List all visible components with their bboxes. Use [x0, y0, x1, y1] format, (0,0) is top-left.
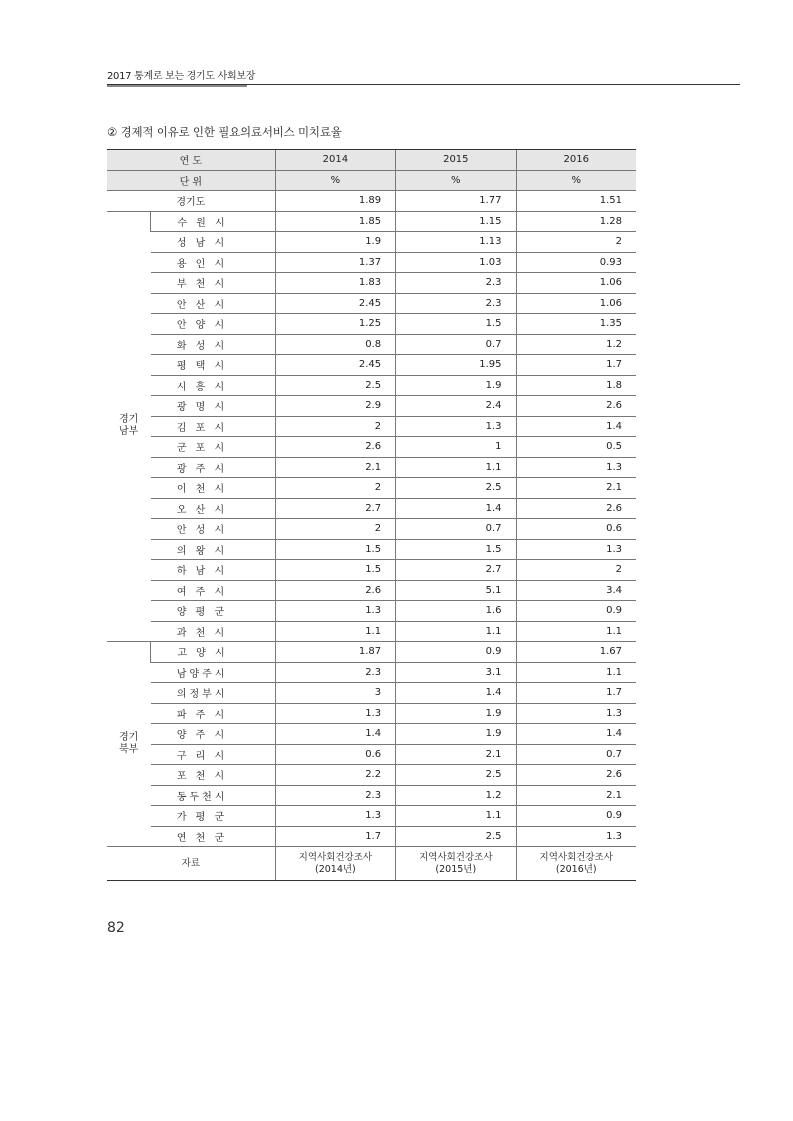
city-name: 의 왕 시 — [151, 539, 275, 560]
value-cell: 2 — [516, 560, 636, 581]
value-cell: 2.9 — [275, 396, 395, 417]
value-cell: 2 — [516, 232, 636, 253]
value-cell: 1.9 — [396, 703, 516, 724]
statistics-table — [107, 149, 636, 881]
city-name: 포 천 시 — [151, 765, 275, 786]
city-name: 연 천 군 — [151, 826, 275, 847]
value-cell: 1.6 — [396, 601, 516, 622]
value-cell: 0.7 — [516, 744, 636, 765]
city-name: 평 택 시 — [151, 355, 275, 376]
value-cell: 1.3 — [275, 703, 395, 724]
value-cell: 1.25 — [275, 314, 395, 335]
value-cell: 2.1 — [516, 785, 636, 806]
table-row — [107, 642, 636, 663]
value-cell: 1.89 — [275, 191, 395, 212]
value-cell: 2.3 — [275, 662, 395, 683]
table-row — [107, 826, 636, 847]
value-cell: 5.1 — [396, 580, 516, 601]
value-cell: 1.3 — [516, 457, 636, 478]
year-header: 2016 — [516, 150, 636, 171]
value-cell: 3.4 — [516, 580, 636, 601]
city-name: 과 천 시 — [151, 621, 275, 642]
header-accent-bar — [107, 85, 247, 87]
value-cell: 1.4 — [275, 724, 395, 745]
table-row — [107, 355, 636, 376]
value-cell: 1.3 — [275, 601, 395, 622]
value-cell: 2.6 — [275, 580, 395, 601]
table-row — [107, 601, 636, 622]
city-name: 부 천 시 — [151, 273, 275, 294]
city-name: 안 산 시 — [151, 293, 275, 314]
city-name: 시 흥 시 — [151, 375, 275, 396]
value-cell: 0.5 — [516, 437, 636, 458]
value-cell: 1.3 — [516, 539, 636, 560]
value-cell: 1.03 — [396, 252, 516, 273]
value-cell: 1.9 — [396, 724, 516, 745]
source-cell: 지역사회건강조사 (2016년) — [516, 847, 636, 881]
city-name: 화 성 시 — [151, 334, 275, 355]
table-row — [107, 293, 636, 314]
value-cell: 1.1 — [275, 621, 395, 642]
unit-header-row — [107, 170, 636, 191]
value-cell: 1.95 — [396, 355, 516, 376]
unit-header-label: 단 위 — [107, 170, 275, 191]
value-cell: 1.5 — [396, 314, 516, 335]
city-name: 이 천 시 — [151, 478, 275, 499]
city-name: 가 평 군 — [151, 806, 275, 827]
year-header: 2015 — [396, 150, 516, 171]
city-name: 성 남 시 — [151, 232, 275, 253]
value-cell: 2.4 — [396, 396, 516, 417]
table-row — [107, 211, 636, 232]
value-cell: 2.5 — [275, 375, 395, 396]
year-header: 2014 — [275, 150, 395, 171]
value-cell: 1 — [396, 437, 516, 458]
value-cell: 2.7 — [275, 498, 395, 519]
value-cell: 1.3 — [396, 416, 516, 437]
table-row — [107, 683, 636, 704]
city-name: 양 평 군 — [151, 601, 275, 622]
value-cell: 2.6 — [275, 437, 395, 458]
value-cell: 0.6 — [516, 519, 636, 540]
running-header-title: 2017 통계로 보는 경기도 사회보장 — [107, 71, 256, 82]
value-cell: 1.9 — [396, 375, 516, 396]
table-row — [107, 375, 636, 396]
value-cell: 0.93 — [516, 252, 636, 273]
value-cell: 2.3 — [396, 273, 516, 294]
value-cell: 1.35 — [516, 314, 636, 335]
city-name: 군 포 시 — [151, 437, 275, 458]
city-name: 고 양 시 — [151, 642, 275, 663]
value-cell: 1.4 — [396, 498, 516, 519]
source-row — [107, 847, 636, 881]
value-cell: 1.4 — [396, 683, 516, 704]
table-row — [107, 785, 636, 806]
city-name: 수 원 시 — [151, 211, 275, 232]
city-name: 구 리 시 — [151, 744, 275, 765]
city-name: 용 인 시 — [151, 252, 275, 273]
value-cell: 1.51 — [516, 191, 636, 212]
unit-header: % — [516, 170, 636, 191]
table-row — [107, 232, 636, 253]
city-name: 남양주시 — [151, 662, 275, 683]
value-cell: 0.8 — [275, 334, 395, 355]
value-cell: 1.7 — [516, 683, 636, 704]
table-row — [107, 580, 636, 601]
table-row — [107, 314, 636, 335]
value-cell: 2.5 — [396, 478, 516, 499]
value-cell: 2.3 — [275, 785, 395, 806]
value-cell: 0.7 — [396, 334, 516, 355]
value-cell: 1.06 — [516, 273, 636, 294]
value-cell: 2.1 — [516, 478, 636, 499]
value-cell: 1.83 — [275, 273, 395, 294]
value-cell: 1.06 — [516, 293, 636, 314]
unit-header: % — [396, 170, 516, 191]
year-header-row — [107, 150, 636, 171]
table-row — [107, 662, 636, 683]
city-name: 안 양 시 — [151, 314, 275, 335]
region-label: 경기 남부 — [107, 211, 151, 642]
table-row — [107, 806, 636, 827]
table-row — [107, 703, 636, 724]
page-number: 82 — [107, 920, 125, 936]
table-row — [107, 252, 636, 273]
value-cell: 1.2 — [516, 334, 636, 355]
value-cell: 0.9 — [516, 806, 636, 827]
table-row — [107, 560, 636, 581]
city-name: 의정부시 — [151, 683, 275, 704]
value-cell: 1.3 — [516, 826, 636, 847]
table-row — [107, 498, 636, 519]
city-name: 오 산 시 — [151, 498, 275, 519]
source-cell: 지역사회건강조사 (2015년) — [396, 847, 516, 881]
city-name: 양 주 시 — [151, 724, 275, 745]
source-label: 자료 — [107, 847, 275, 881]
value-cell: 0.6 — [275, 744, 395, 765]
value-cell: 2.5 — [396, 765, 516, 786]
value-cell: 1.1 — [396, 621, 516, 642]
city-name: 안 성 시 — [151, 519, 275, 540]
year-header-label: 연 도 — [107, 150, 275, 171]
city-name: 광 주 시 — [151, 457, 275, 478]
city-name: 여 주 시 — [151, 580, 275, 601]
value-cell: 1.37 — [275, 252, 395, 273]
value-cell: 1.3 — [516, 703, 636, 724]
value-cell: 1.1 — [396, 457, 516, 478]
table-row — [107, 539, 636, 560]
running-header — [107, 64, 740, 85]
city-name: 파 주 시 — [151, 703, 275, 724]
value-cell: 2.6 — [516, 765, 636, 786]
value-cell: 2.1 — [275, 457, 395, 478]
total-row — [107, 191, 636, 212]
value-cell: 1.5 — [275, 539, 395, 560]
table-row — [107, 334, 636, 355]
unit-header: % — [275, 170, 395, 191]
table-row — [107, 621, 636, 642]
value-cell: 2.7 — [396, 560, 516, 581]
value-cell: 1.85 — [275, 211, 395, 232]
table-row — [107, 416, 636, 437]
value-cell: 2 — [275, 478, 395, 499]
value-cell: 0.9 — [396, 642, 516, 663]
table-row — [107, 744, 636, 765]
total-label: 경기도 — [107, 191, 275, 212]
table-row — [107, 478, 636, 499]
value-cell: 2.45 — [275, 355, 395, 376]
region-label: 경기 북부 — [107, 642, 151, 847]
city-name: 광 명 시 — [151, 396, 275, 417]
value-cell: 1.2 — [396, 785, 516, 806]
value-cell: 2 — [275, 416, 395, 437]
table-caption: ② 경제적 이유로 인한 필요의료서비스 미치료율 — [107, 125, 342, 139]
table-row — [107, 396, 636, 417]
value-cell: 2.5 — [396, 826, 516, 847]
value-cell: 2.2 — [275, 765, 395, 786]
value-cell: 1.5 — [396, 539, 516, 560]
value-cell: 1.7 — [275, 826, 395, 847]
source-cell: 지역사회건강조사 (2014년) — [275, 847, 395, 881]
value-cell: 1.67 — [516, 642, 636, 663]
table-row — [107, 273, 636, 294]
value-cell: 2.3 — [396, 293, 516, 314]
table-row — [107, 457, 636, 478]
value-cell: 1.87 — [275, 642, 395, 663]
value-cell: 1.4 — [516, 416, 636, 437]
value-cell: 1.28 — [516, 211, 636, 232]
value-cell: 3.1 — [396, 662, 516, 683]
value-cell: 2.1 — [396, 744, 516, 765]
value-cell: 2.45 — [275, 293, 395, 314]
table-row — [107, 724, 636, 745]
value-cell: 1.1 — [516, 621, 636, 642]
value-cell: 3 — [275, 683, 395, 704]
value-cell: 1.4 — [516, 724, 636, 745]
city-name: 하 남 시 — [151, 560, 275, 581]
value-cell: 1.9 — [275, 232, 395, 253]
table-row — [107, 519, 636, 540]
value-cell: 2.6 — [516, 498, 636, 519]
value-cell: 2.6 — [516, 396, 636, 417]
value-cell: 1.7 — [516, 355, 636, 376]
city-name: 동두천시 — [151, 785, 275, 806]
table-row — [107, 437, 636, 458]
value-cell: 2 — [275, 519, 395, 540]
value-cell: 1.3 — [275, 806, 395, 827]
value-cell: 1.1 — [396, 806, 516, 827]
city-name: 김 포 시 — [151, 416, 275, 437]
table-row — [107, 765, 636, 786]
value-cell: 1.13 — [396, 232, 516, 253]
value-cell: 1.5 — [275, 560, 395, 581]
value-cell: 1.1 — [516, 662, 636, 683]
value-cell: 1.8 — [516, 375, 636, 396]
value-cell: 1.77 — [396, 191, 516, 212]
value-cell: 0.7 — [396, 519, 516, 540]
value-cell: 1.15 — [396, 211, 516, 232]
value-cell: 0.9 — [516, 601, 636, 622]
